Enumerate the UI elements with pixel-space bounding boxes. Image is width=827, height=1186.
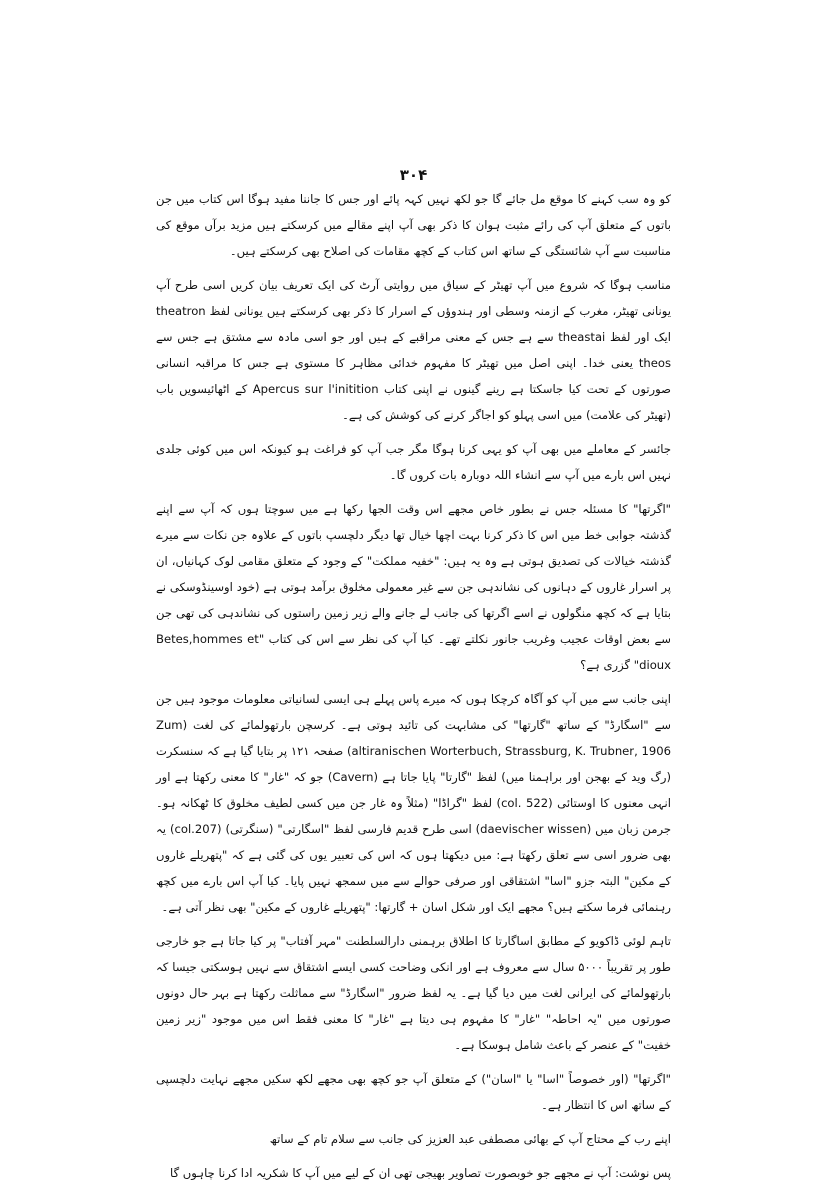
letter-body xyxy=(156,186,671,1186)
paragraph-7: "اگرتھا" (اور خصوصاً "اسا" یا "اسان") کے متعلق آپ جو کچھ بھی مجھے لکھ سکیں مجھے نہایت دلچسپی کے ساتھ اس کا انتظار ہے۔ xyxy=(156,1072,671,1112)
paragraph-6: تاہم لوئی ڈاکویو کے مطابق اساگارتا کا اطلاق برہمنی دارالسلطنت "مہر آفتاب" پر کیا جاتا ہے جو خارجی طور پر تقریباً ۵۰۰۰ سال سے معروف ہے اور انکی وضاحت کسی ایسے اشتقاق سے نہیں ہوسکتی جیسا کہ بارتھولمائے کی ایرانی لغت میں دیا گیا ہے۔ یہ لفظ ضرور "اسگارڈ" سے مماثلت رکھتا ہے بہر حال دونوں صورتوں میں "یہ احاطہ" "غار" کا مفہوم ہی دیتا ہے "غار" کا معنی فقط اس میں موجود "زیر زمین خفیت" کے عنصر کے باعث شامل ہوسکا ہے۔ xyxy=(156,934,671,1052)
paragraph-5: اپنی جانب سے میں آپ کو آگاہ کرچکا ہوں کہ میرے پاس پہلے ہی ایسی لسانیاتی معلومات موجود ہیں جن سے "اسگارڈ" کے ساتھ "گارتھا" کی مشابہت کی تائید ہوتی ہے۔ کرسچن بارتھولمائے کی لغت (Zum altiranischen Worterbuch, Strassburg, K. Trubner, 1906) صفحہ ۱۲۱ پر بتایا گیا ہے کہ سنسکرت (رگ وید کے بھجن اور براہمنا میں) لفظ "گارتا" پایا جاتا ہے (Cavern) جو کہ "غار" کا معنی رکھتا ہے اور انہی معنوں کا اوستائی (col. 522) لفظ "گراڈا" (مثلاً وہ غار جن میں کسی لطیف مخلوق کا ٹھکانہ ہو۔ جرمن زبان میں (daevischer wissen) اسی طرح قدیم فارسی لفظ "اسگارتی" (سنگرتی) (col.207) یہ بھی ضرور اسی سے تعلق رکھتا ہے: میں دیکھتا ہوں کہ اس کی تعبیر یوں کی گئی ہے کہ "پتھریلے غاروں کے مکین" البتہ جزو "اسا" اشتقاقی اور صرفی حوالے سے میں سمجھ نہیں پایا۔ کیا آپ اس بارے میں کچھ رہنمائی فرما سکتے ہیں؟ مجھے ایک اور شکل اسان + گارتھا: "پتھریلے غاروں کے مکین" بھی نظر آتی ہے۔ xyxy=(156,692,672,914)
postscript: پس نوشت: آپ نے مجھے جو خوبصورت تصاویر بھیجی تھی ان کے لیے میں آپ کا شکریہ ادا کرنا چاہوں گا xyxy=(170,1166,671,1180)
paragraph-2: مناسب ہوگا کہ شروع میں آپ تھیٹر کے سیاق میں روایتی آرٹ کی ایک تعریف بیان کریں اسی طرح آپ یونانی تھیٹر، مغرب کے ازمنہ وسطی اور ہندوؤں کے اسرار کا ذکر بھی کرسکتے ہیں یونانی لفظ theatron ایک اور لفظ theastai سے ہے جس کے معنی مراقبے کے ہیں اور جو اسی مادہ سے مشتق ہے جس سے theos یعنی خدا۔ اپنی اصل میں تھیٹر کا مفہوم خدائی مظاہر کا مستوی ہے جس کا مراقبہ انسانی صورتوں کے تحت کیا جاسکتا ہے رینے گینوں نے اپنی کتاب Apercus sur l'initition کے اٹھائیسویں باب (تھیٹر کی علامت) میں اسی پہلو کو اجاگر کرنے کی کوشش کی ہے۔ xyxy=(156,278,671,422)
paragraph-1: کو وہ سب کہنے کا موقع مل جائے گا جو لکھ نہیں کہہ پائے اور جس کا جاننا مفید ہوگا اس کتاب میں جن باتوں کے متعلق آپ کی رائے مثبت ہوان کا ذکر بھی آپ اپنے مقالے میں کرسکتے ہیں مزید برآں موقع کی مناسبت سے آپ شائستگی کے ساتھ اس کتاب کے کچھ مقامات کی اصلاح بھی کرسکتے ہیں۔ xyxy=(156,192,671,258)
closing-line: اپنے رب کے محتاج آپ کے بھائی مصطفی عبد العزیز کی جانب سے سلام تام کے ساتھ xyxy=(269,1132,671,1146)
page-number: ۳۰۴ xyxy=(399,166,428,184)
paragraph-4: "اگرتھا" کا مسئلہ جس نے بطور خاص مجھے اس وقت الجھا رکھا ہے میں سوچتا ہوں کہ آپ سے اپنے گذشتہ جوابی خط میں اس کا ذکر کرنا بہت اچھا خیال تھا دیگر دلچسپ باتوں کے علاوہ جن نکات سے میرے گذشتہ خیالات کی تصدیق ہوتی ہے وہ یہ ہیں: "خفیہ مملکت" کے وجود کے متعلق مقامی لوک کہانیاں، ان پر اسرار غاروں کے دہانوں کی نشاندہی جن سے غیر معمولی مخلوق برآمد ہوتی ہے (خود اوسینڈوسکی نے بتایا ہے کہ کچھ منگولوں نے اسے اگرتھا کی جانب لے جانے والے زیر زمین راستوں کی نشاندہی کی تھی جن سے بعض اوقات عجیب وغریب جانور نکلتے تھے۔ کیا آپ کی نظر سے اس کی کتاب "Betes,hommes et dioux" گزری ہے؟ xyxy=(156,502,671,672)
paragraph-3: جائسر کے معاملے میں بھی آپ کو یہی کرنا ہوگا مگر جب آپ کو فراغت ہو کیونکہ اس میں کوئی جلدی نہیں اس بارے میں آپ سے انشاء اللہ دوبارہ بات کروں گا۔ xyxy=(156,442,671,482)
